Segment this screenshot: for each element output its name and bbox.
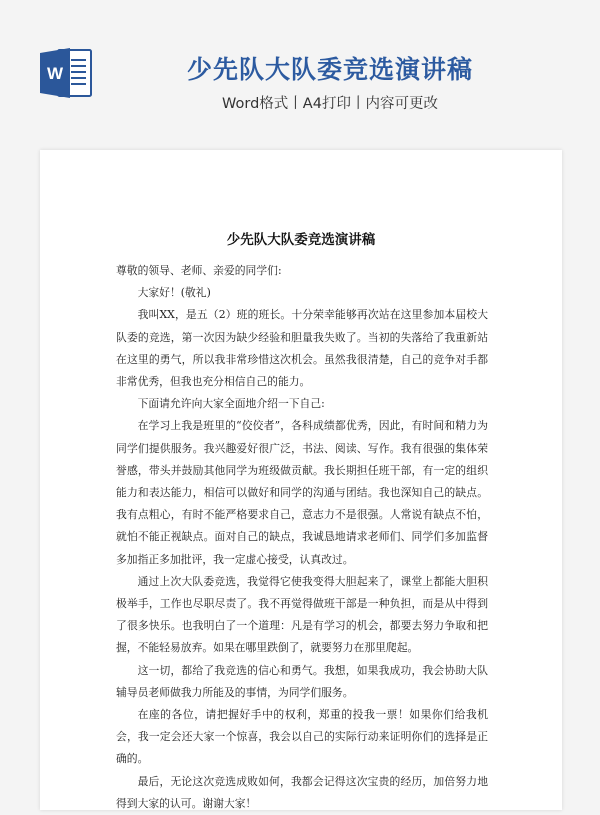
document-paragraph: 尊敬的领导、老师、亲爱的同学们: — [116, 264, 282, 277]
document-paragraph: 这一切，都给了我竞选的信心和勇气。我想，如果我成功，我会协助大队辅导员老师做我力所能及的事情，为同学们服务。 — [116, 663, 488, 699]
document-paragraph: 在座的各位，请把握好手中的权利，郑重的投我一票！如果你们给我机会，我一定会还大家一个惊喜，我会以自己的实际行动来证明你们的选择是正确的。 — [116, 708, 488, 766]
word-icon-letter: W — [46, 64, 64, 83]
document-paragraph: 在学习上我是班里的“佼佼者”，各科成绩都优秀，因此，有时间和精力为同学们提供服务。我兴趣爱好很广泛，书法、阅读、写作。我有很强的集体荣誉感，带头并鼓励其他同学为班级做贡献。我长期担任班干部，有一定的组织能力和表达能力，相信可以做好和同学的沟通与团结。我也深知自己的缺点。我有点粗心，有时不能严格要求自己，意志力不是很强。人常说有缺点不怕，就怕不能正视缺点。面对自己的缺点，我诚恳地请求老师们、同学们多加监督多加指正多加批评，我一定虚心接受，认真改过。 — [116, 419, 488, 566]
document-paragraph: 下面请允许向大家全面地介绍一下自己: — [137, 397, 325, 411]
word-document-icon — [38, 45, 94, 101]
document-title: 少先队大队委竞选演讲稿 — [226, 232, 376, 248]
document-paragraph: 最后，无论这次竞选成败如何，我都会记得这次宝贵的经历，加倍努力地得到大家的认可。谢谢大家！ — [116, 774, 488, 810]
document-paragraph: 我叫XX，是五（2）班的班长。十分荣幸能够再次站在这里参加本届校大队委的竞选，第一次因为缺少经验和胆量我失败了。当初的失落给了我重新站在这里的勇气，所以我非常珍惜这次机会。虽然我很清楚，自己的竞争对手都非常优秀，但我也充分相信自己的能力。 — [116, 308, 488, 389]
header-title: 少先队大队委竞选演讲稿 — [186, 55, 473, 84]
document-page — [40, 150, 562, 810]
document-paragraph: 大家好！(敬礼) — [137, 286, 211, 300]
document-paragraph: 通过上次大队委竞选，我觉得它使我变得大胆起来了，课堂上都能大胆积极举手，工作也尽职尽责了。我不再觉得做班干部是一种负担，而是从中得到了很多快乐。也我明白了一个道理：凡是有学习的机会，都要去努力争取和把握，不能轻易放弃。如果在哪里跌倒了，就要努力在那里爬起。 — [116, 574, 488, 655]
document-body — [116, 260, 488, 815]
document-header — [0, 0, 600, 150]
header-subtitle: Word格式丨A4打印丨内容可更改 — [222, 96, 438, 112]
